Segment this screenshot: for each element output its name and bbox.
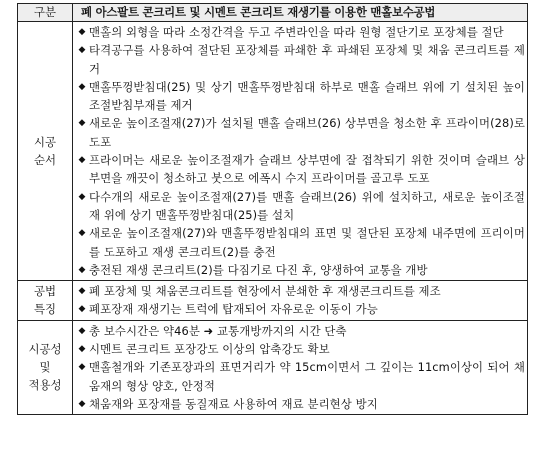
section-row [18, 320, 528, 414]
bullet-item-text: 새로운 높이조절재(27)가 설치될 맨홀 슬래브(26) 상부면을 청소한 후 프라이머(28)로 도포 [89, 116, 525, 149]
section-label [18, 320, 73, 414]
diamond-bullet-icon: ◆ [78, 398, 86, 409]
diamond-bullet-icon: ◆ [78, 27, 86, 37]
bullet-item-text: 폐 포장체 및 채움콘크리트를 현장에서 분쇄한 후 재생콘크리트를 제조 [89, 284, 441, 299]
bullet-item [75, 358, 525, 395]
bullet-item [75, 224, 525, 261]
bullet-item-text: 충전된 재생 콘크리트(2)를 다짐기로 다진 후, 양생하여 교통을 개방 [89, 262, 428, 277]
diamond-bullet-icon: ◆ [78, 228, 86, 239]
section-label-line: 순서 [33, 153, 56, 168]
diamond-bullet-icon: ◆ [78, 304, 86, 315]
section-content [73, 22, 528, 281]
diamond-bullet-icon: ◆ [78, 362, 86, 373]
section-row [18, 22, 528, 281]
bullet-item [75, 41, 525, 78]
bullet-item-text: 맨홀뚜껑받침대(25) 및 상기 맨홀뚜껑받침대 하부로 맨홀 슬래브 위에 기 설치된 높이조절받침부재를 제거 [89, 79, 525, 113]
diamond-bullet-icon: ◆ [78, 286, 86, 297]
bullet-item-text: 맨홀철개와 기존포장과의 표면거리가 약 15cm이면서 그 깊이는 11cm이상이 되어 채움재의 형상 양호, 안정적 [89, 360, 525, 393]
bullet-item-text: 맨홀의 외형을 따라 소정간격을 두고 주변라인을 따라 원형 절단기로 포장체를 절단 [89, 25, 504, 39]
section-label-line: 및 [39, 360, 51, 375]
section-label [18, 281, 73, 321]
section-label-line: 특징 [33, 302, 56, 317]
bullet-item-text: 총 보수시간은 약46분 ➜ 교통개방까지의 시간 단축 [89, 323, 347, 338]
section-row [18, 281, 528, 321]
bullet-item-text: 다수개의 새로운 높이조절재(27)를 맨홀 슬래브(26) 위에 설치하고, 새로운 높이조절재 위에 상기 맨홀뚜껑받침대(25)를 설치 [89, 189, 525, 222]
bullet-item-text: 프라이머는 새로운 높이조절재가 슬래브 상부면에 잘 접착되기 위한 것이며 슬래브 상부면을 깨끗이 청소하고 붓으로 에폭시 수지 프라이머를 골고루 도포 [89, 153, 525, 186]
diamond-bullet-icon: ◆ [78, 344, 86, 355]
bullet-item [75, 151, 525, 188]
diamond-bullet-icon: ◆ [78, 325, 86, 336]
bullet-item [75, 340, 525, 358]
category-header: 구분 [18, 4, 73, 22]
method-title-header: 폐 아스팔트 콘크리트 및 시멘트 콘크리트 재생기를 이용한 맨홀보수공법 [73, 4, 528, 22]
section-content [73, 281, 528, 321]
method-table [17, 3, 528, 415]
section-label-line: 적용성 [28, 378, 62, 393]
bullet-item-text: 시멘트 콘크리트 포장강도 이상의 압축강도 확보 [89, 342, 330, 357]
bullet-item [75, 282, 525, 300]
diamond-bullet-icon: ◆ [78, 45, 86, 56]
bullet-item-text: 채움재와 포장재를 동질재료 사용하여 재료 분리현상 방지 [89, 396, 378, 411]
bullet-item-text: 타격공구를 사용하여 절단된 포장체를 파쇄한 후 파쇄된 포장체 및 채움 콘크리트를 제거 [89, 43, 525, 76]
diamond-bullet-icon: ◆ [78, 81, 86, 92]
bullet-item-text: 폐포장재 재생기는 트럭에 탑재되어 자유로운 이동이 가능 [89, 302, 378, 317]
diamond-bullet-icon: ◆ [78, 118, 86, 129]
diamond-bullet-icon: ◆ [78, 264, 86, 275]
bullet-item [75, 78, 525, 115]
section-content [73, 320, 528, 414]
bullet-item [75, 395, 525, 413]
diamond-bullet-icon: ◆ [78, 191, 86, 202]
bullet-item [75, 300, 525, 318]
bullet-item [75, 261, 525, 279]
header-row [18, 4, 528, 22]
bullet-item [75, 114, 525, 151]
section-label-line: 공법 [33, 284, 56, 299]
method-table-wrapper [17, 3, 528, 415]
section-label [18, 22, 73, 281]
bullet-item [75, 23, 525, 41]
diamond-bullet-icon: ◆ [78, 155, 86, 166]
bullet-item-text: 새로운 높이조절재(27)와 맨홀뚜껑받침대의 표면 및 절단된 포장체 내주면에 프리이머를 도포하고 재생 콘크리트(2)를 충전 [89, 226, 525, 259]
section-label-line: 시공성 [28, 342, 62, 357]
table-body [18, 22, 528, 415]
section-label-line: 시공 [33, 135, 56, 150]
bullet-item [75, 322, 525, 340]
bullet-item [75, 188, 525, 225]
